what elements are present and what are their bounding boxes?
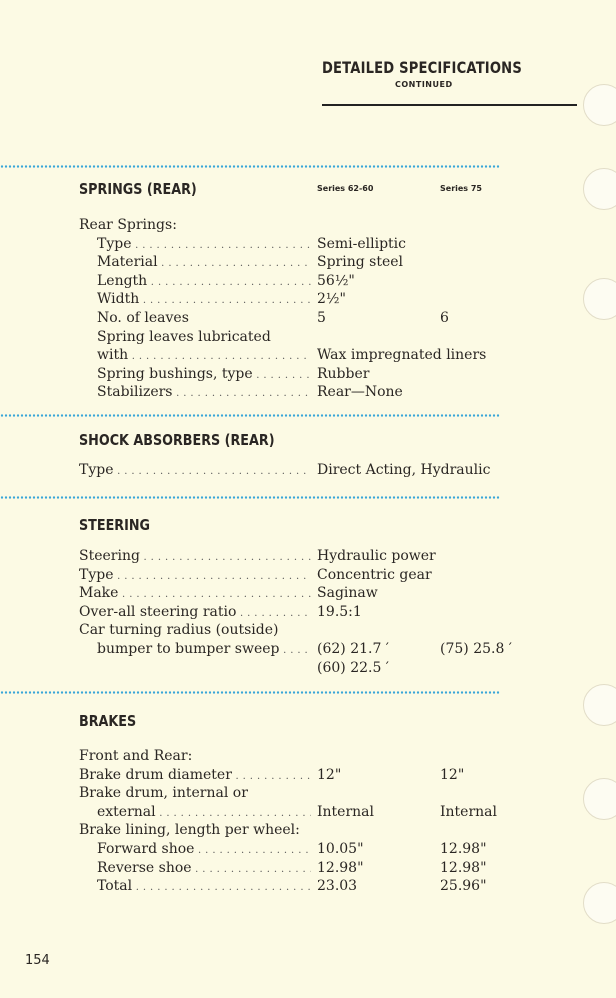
spec-label: Spring leaves lubricated (97, 328, 271, 345)
spec-row (79, 328, 549, 347)
spec-label: No. of leaves (97, 309, 189, 326)
spec-value-series-62-60: Hydraulic power (317, 548, 436, 564)
spec-value-series-62-60: Rear—None (317, 384, 403, 401)
spec-value-series-75: 12.98" (440, 840, 487, 857)
spec-value-series-62-60: Concentric gear (317, 566, 432, 583)
spec-label: Total . . . (97, 877, 311, 898)
spec-label: bumper to bumper sweep . . . (97, 640, 311, 661)
spec-value-series-62-60: Spring steel (317, 254, 404, 271)
binder-hole (583, 684, 616, 726)
binder-hole (583, 278, 616, 320)
spec-value-series-75: Internal (440, 803, 497, 820)
spec-value-series-62-60: 19.5:1 (317, 603, 362, 620)
spec-label: Type . . . (79, 566, 311, 587)
spec-label: Front and Rear: (79, 748, 193, 764)
spec-value-series-75: 12" (440, 766, 465, 783)
section-divider (0, 496, 500, 499)
spec-label: Width . . . (97, 290, 311, 311)
section-title: SHOCK ABSORBERS (REAR) (79, 431, 275, 449)
spec-row (79, 253, 549, 272)
spec-row (79, 584, 549, 603)
spec-row (79, 309, 549, 328)
spec-value-series-62-60: 23.03 (317, 878, 358, 895)
spec-label: Type . . . (79, 461, 311, 482)
page-header-subtitle: CONTINUED (395, 80, 453, 89)
spec-label: Steering . . . (79, 547, 311, 568)
spec-row (79, 747, 549, 766)
spec-value-series-62-60: 56½" (317, 272, 355, 289)
binder-hole (583, 882, 616, 924)
spec-label: Brake drum diameter . . . (79, 766, 311, 787)
spec-value-series-62-60: (60) 22.5 ′ (317, 659, 389, 676)
spec-value-series-62-60: 2½" (317, 291, 346, 308)
section-title: SPRINGS (REAR) (79, 180, 197, 198)
spec-row (79, 840, 549, 859)
spec-value-series-75: 25.96" (440, 878, 487, 895)
spec-label: Stabilizers . . . (97, 383, 311, 404)
spec-label: Car turning radius (outside) (79, 622, 279, 639)
section-divider (0, 414, 500, 417)
spec-row (79, 621, 549, 640)
spec-row (79, 640, 549, 659)
section-title: STEERING (79, 516, 151, 534)
column-header-series-75: Series 75 (440, 184, 482, 193)
page-number: 154 (25, 953, 50, 968)
spec-row (79, 566, 549, 585)
spec-label: Rear Springs: (79, 217, 177, 233)
spec-value-series-62-60: Internal (317, 803, 374, 820)
spec-label: Reverse shoe . . . (97, 859, 311, 880)
spec-row (79, 461, 549, 480)
spec-value-series-62-60: Direct Acting, Hydraulic (317, 462, 491, 478)
spec-label: Make . . . (79, 584, 311, 605)
spec-label: Type . . . (97, 235, 311, 256)
section-title: BRAKES (79, 712, 137, 730)
spec-value-series-62-60: 10.05" (317, 840, 364, 857)
spec-label: Brake lining, length per wheel: (79, 822, 300, 839)
spec-row (79, 803, 549, 822)
spec-value-series-75: (75) 25.8 ′ (440, 640, 512, 657)
spec-row (79, 365, 549, 384)
spec-label: Brake drum, internal or (79, 785, 248, 802)
section-springs-rear (79, 180, 549, 402)
binder-hole (583, 168, 616, 210)
spec-row (79, 346, 549, 365)
section-steering (79, 516, 549, 677)
binder-hole (583, 778, 616, 820)
spec-row (79, 784, 549, 803)
spec-value-series-62-60: Saginaw (317, 585, 378, 602)
spec-label: Material . . . (97, 253, 311, 274)
spec-label: Forward shoe . . . (97, 840, 311, 861)
column-header-series-62-60: Series 62-60 (317, 184, 374, 193)
spec-value-series-62-60: 12.98" (317, 859, 364, 876)
spec-row (79, 547, 549, 566)
section-shock-absorbers-rear (79, 431, 549, 480)
section-brakes (79, 712, 549, 896)
spec-value-series-62-60: Semi-elliptic (317, 235, 406, 252)
spec-label: with . . . (97, 346, 311, 367)
spec-row (79, 290, 549, 309)
binder-hole (583, 84, 616, 126)
page-header-title: DETAILED SPECIFICATIONS (322, 58, 522, 77)
spec-row (79, 603, 549, 622)
spec-value-series-62-60: Wax impregnated liners (317, 347, 487, 364)
spec-value-series-62-60: 5 (317, 309, 326, 326)
spec-row (79, 383, 549, 402)
spec-row (79, 877, 549, 896)
spec-value-series-62-60: Rubber (317, 365, 370, 382)
spec-value-series-62-60: (62) 21.7 ′ (317, 640, 389, 657)
spec-value-series-75: 6 (440, 309, 449, 326)
spec-label: external . . . (97, 803, 311, 824)
spec-value-series-62-60: 12" (317, 766, 342, 783)
section-divider (0, 691, 500, 694)
spec-row (79, 859, 549, 878)
spec-row (79, 216, 549, 235)
spec-row (79, 659, 549, 678)
spec-label: Spring bushings, type . . . (97, 365, 311, 386)
spec-row (79, 272, 549, 291)
header-rule (322, 104, 577, 106)
section-divider (0, 165, 500, 168)
spec-label: Over-all steering ratio . . . (79, 603, 311, 624)
spec-row (79, 821, 549, 840)
spec-row (79, 235, 549, 254)
spec-row (79, 766, 549, 785)
spec-value-series-75: 12.98" (440, 859, 487, 876)
spec-label: Length . . . (97, 272, 311, 293)
